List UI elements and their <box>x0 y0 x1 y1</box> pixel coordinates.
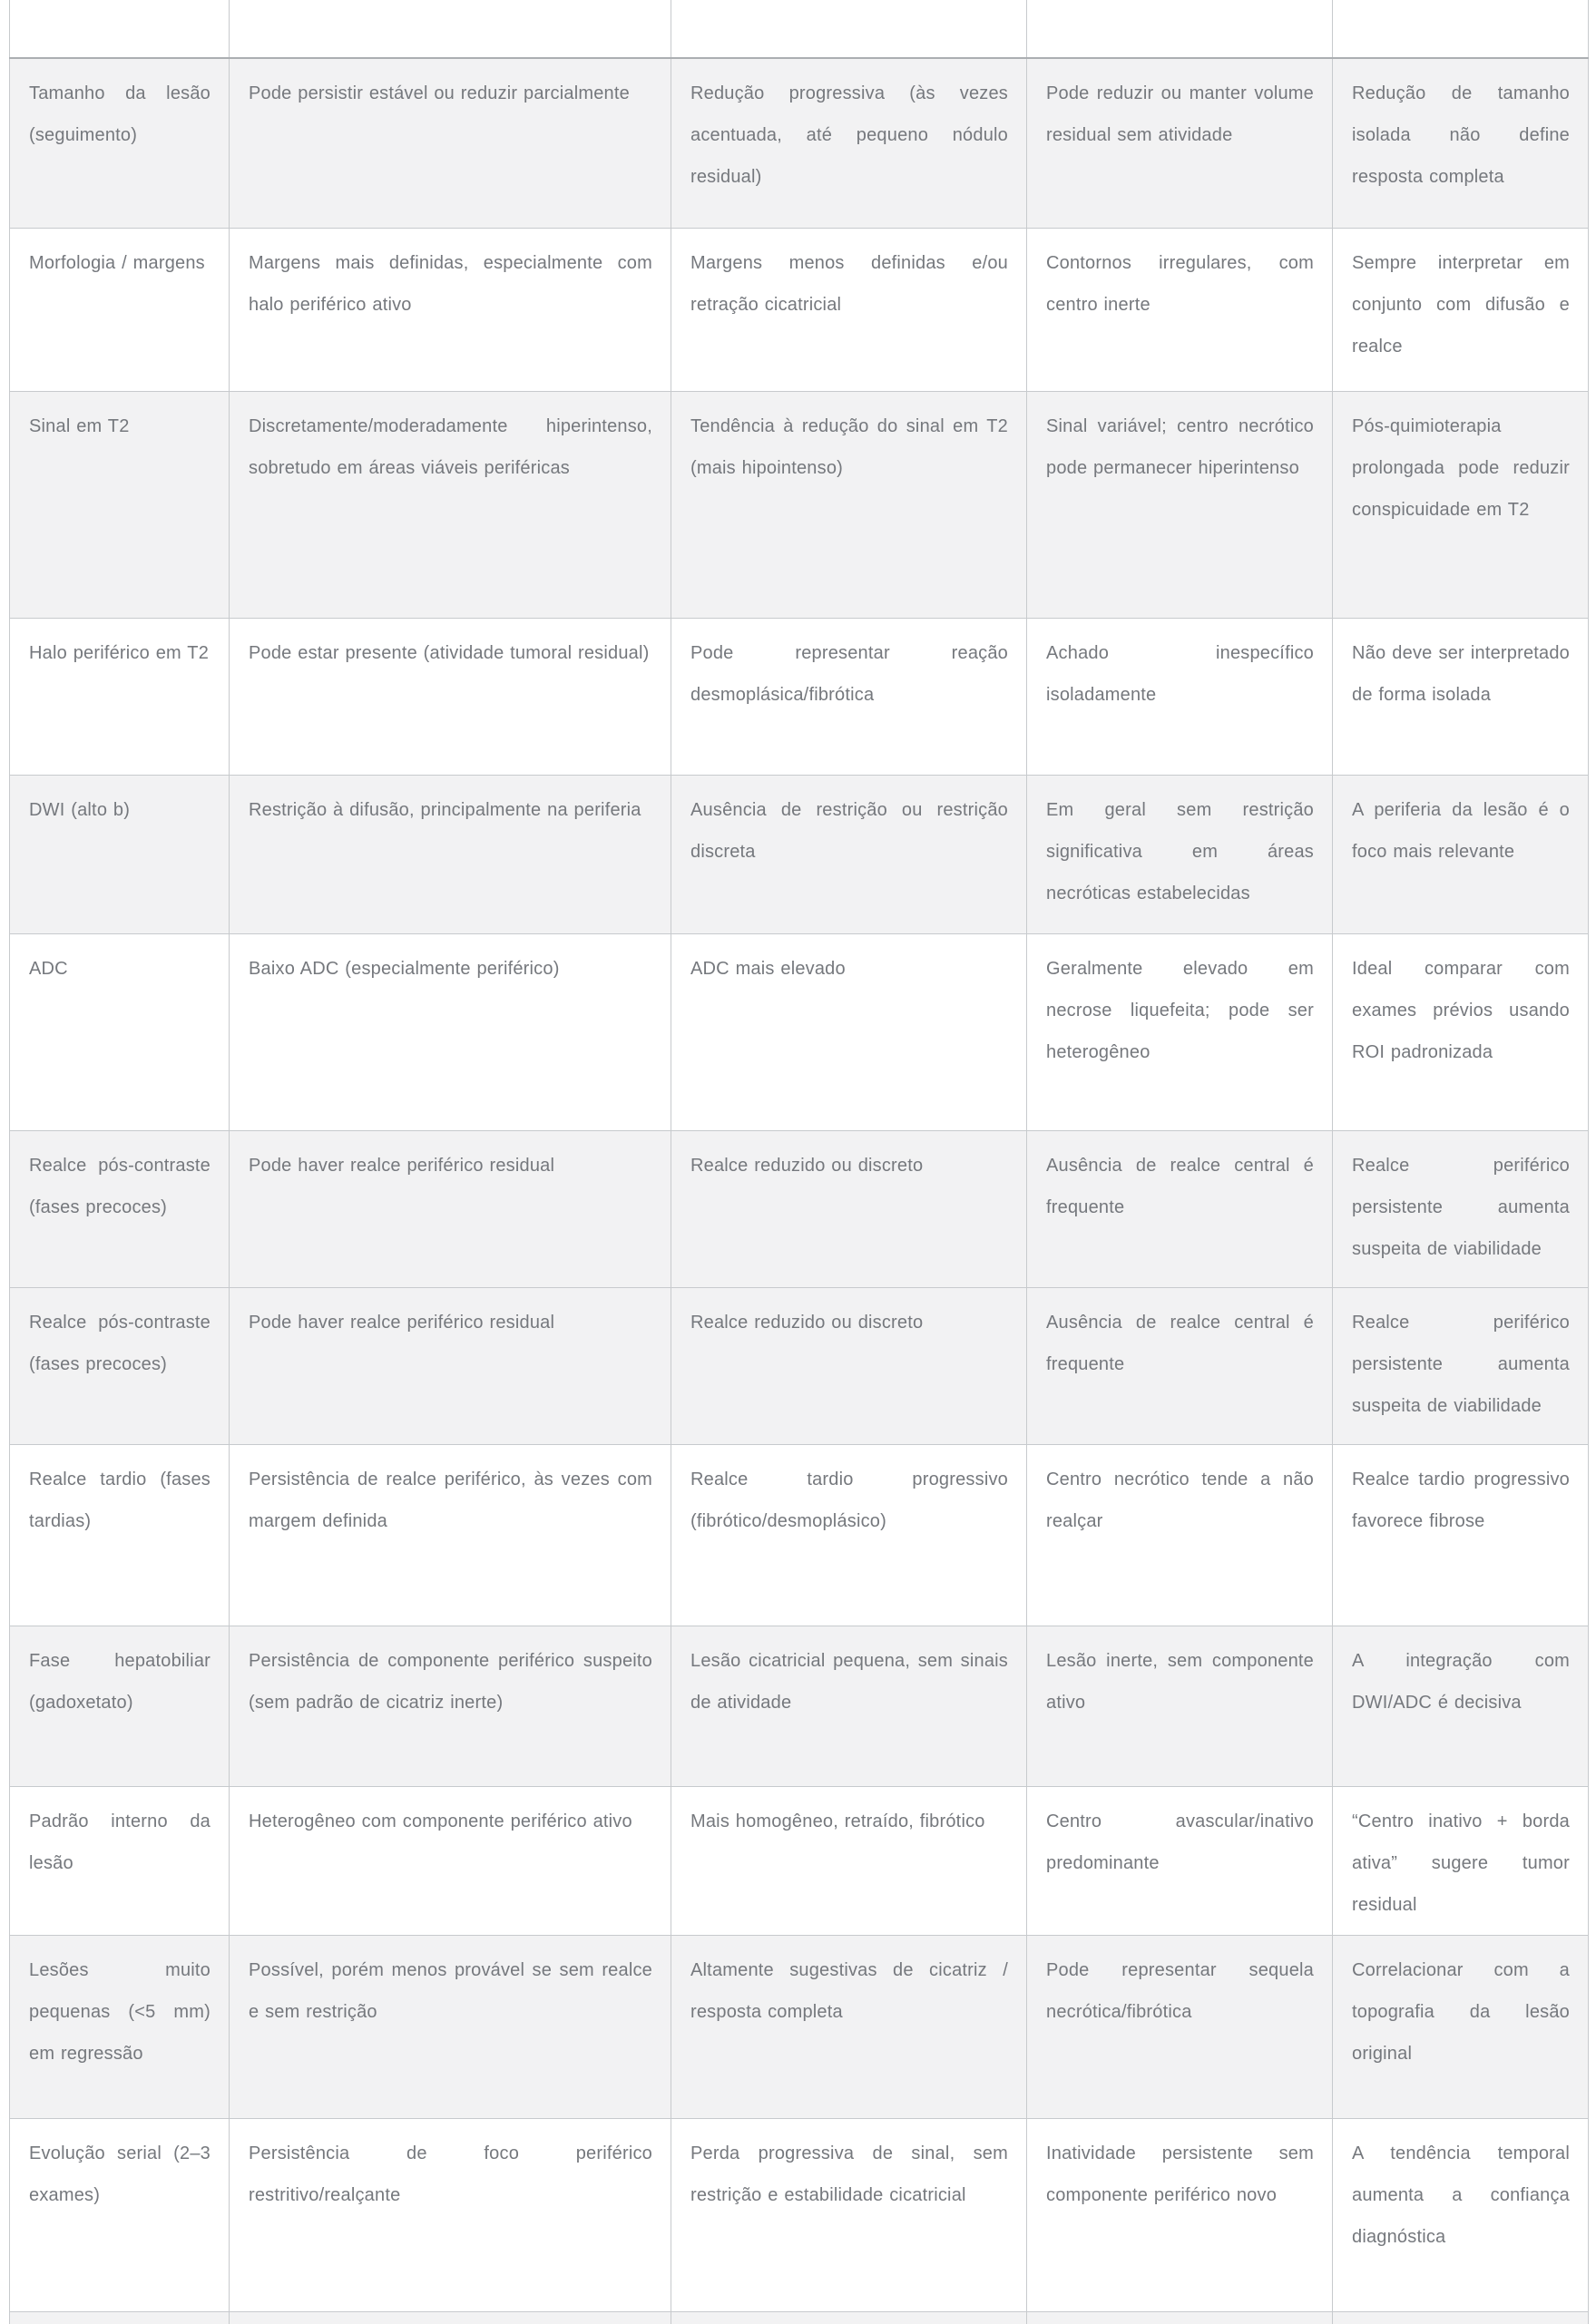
observations-cell: Ideal comparar com exames prévios usando ROI padronizada <box>1333 933 1589 1130</box>
observations-cell: Realce periférico persistente aumenta suspeita de viabilidade <box>1333 1130 1589 1287</box>
observations-cell: A tendência temporal aumenta a confiança diagnóstica <box>1333 2118 1589 2311</box>
table-row <box>10 1626 1589 1786</box>
observations-cell: Sempre interpretar em conjunto com difusão e realce <box>1333 228 1589 391</box>
viable-tumor-cell: Pode estar presente (atividade tumoral residual) <box>230 618 671 775</box>
viable-tumor-cell: Persistência de realce periférico, às vezes com margem definida <box>230 1444 671 1626</box>
necrosis-cell: Em geral sem restrição significativa em áreas necróticas estabelecidas <box>1027 775 1333 933</box>
necrosis-cell: Achado inespecífico isoladamente <box>1027 618 1333 775</box>
table-row <box>10 2118 1589 2311</box>
necrosis-cell: Contornos irregulares, com centro inerte <box>1027 228 1333 391</box>
necrosis-cell: Geralmente elevado em necrose liquefeita; pode ser heterogêneo <box>1027 933 1333 1130</box>
table-row <box>10 775 1589 933</box>
mri-lesion-response-table <box>9 0 1589 2324</box>
table-row <box>10 933 1589 1130</box>
row-header-cell: Realce pós-contraste (fases precoces) <box>10 1130 230 1287</box>
row-header-cell: Evolução serial (2–3 exames) <box>10 2118 230 2311</box>
empty-cell <box>1027 0 1333 58</box>
necrosis-cell: Sinal variável; centro necrótico pode permanecer hiperintenso <box>1027 391 1333 618</box>
table-row <box>10 58 1589 228</box>
treated-response-cell: Realce reduzido ou discreto <box>671 1287 1027 1444</box>
table-row <box>10 1287 1589 1444</box>
viable-tumor-cell: Heterogêneo com componente periférico ativo <box>230 1786 671 1935</box>
treated-response-cell: Pode representar reação desmoplásica/fibrótica <box>671 618 1027 775</box>
table-row <box>10 391 1589 618</box>
observations-cell: Não deve ser interpretado de forma isolada <box>1333 618 1589 775</box>
table-row <box>10 1130 1589 1287</box>
treated-response-cell: ADC mais elevado <box>671 933 1027 1130</box>
necrosis-cell: Centro necrótico tende a não realçar <box>1027 1444 1333 1626</box>
observations-cell: A periferia da lesão é o foco mais relevante <box>1333 775 1589 933</box>
row-header-cell: Realce tardio (fases tardias) <box>10 1444 230 1626</box>
table-row <box>10 618 1589 775</box>
treated-response-cell: Ausência de restrição ou restrição discreta <box>671 775 1027 933</box>
row-header-cell: Sinal em T2 <box>10 391 230 618</box>
row-header-cell: Lesões muito pequenas (<5 mm) em regressão <box>10 1935 230 2118</box>
treated-response-cell: Tendência à redução do sinal em T2 (mais hipointenso) <box>671 391 1027 618</box>
treated-response-cell: Realce reduzido ou discreto <box>671 1130 1027 1287</box>
observations-cell: Realce tardio progressivo favorece fibrose <box>1333 1444 1589 1626</box>
viable-tumor-cell: Pode haver realce periférico residual <box>230 1130 671 1287</box>
table-row <box>10 1444 1589 1626</box>
observations-cell: “Centro inativo + borda ativa” sugere tumor residual <box>1333 1786 1589 1935</box>
treated-response-cell: Altamente sugestivas de cicatriz / resposta completa <box>671 1935 1027 2118</box>
table-row <box>10 228 1589 391</box>
row-header-cell: Fase hepatobiliar (gadoxetato) <box>10 1626 230 1786</box>
cropped-row-top <box>10 0 1589 58</box>
necrosis-cell: Inatividade persistente sem componente periférico novo <box>1027 2118 1333 2311</box>
row-header-cell: Morfologia / margens <box>10 228 230 391</box>
necrosis-cell: Ausência de realce central é frequente <box>1027 1130 1333 1287</box>
necrosis-cell: Pode reduzir ou manter volume residual sem atividade <box>1027 58 1333 228</box>
viable-tumor-cell: Persistência de componente periférico suspeito (sem padrão de cicatriz inerte) <box>230 1626 671 1786</box>
observations-cell: Correlacionar com a topografia da lesão original <box>1333 1935 1589 2118</box>
empty-cell <box>1333 0 1589 58</box>
empty-cell <box>10 0 230 58</box>
viable-tumor-cell: Margens mais definidas, especialmente com halo periférico ativo <box>230 228 671 391</box>
necrosis-cell: Ausência de realce central é frequente <box>1027 1287 1333 1444</box>
empty-cell <box>671 0 1027 58</box>
treated-response-cell: Mais homogêneo, retraído, fibrótico <box>671 1786 1027 1935</box>
viable-tumor-cell: Persistência de foco periférico restritivo/realçante <box>230 2118 671 2311</box>
table-row <box>10 1935 1589 2118</box>
viable-tumor-cell: Pode haver realce periférico residual <box>230 1287 671 1444</box>
treated-response-cell: Margens menos definidas e/ou retração cicatricial <box>671 228 1027 391</box>
viable-tumor-cell: Baixo ADC (especialmente periférico) <box>230 933 671 1130</box>
row-header-cell: DWI (alto b) <box>10 775 230 933</box>
treated-response-cell: Perda progressiva de sinal, sem restrição e estabilidade cicatricial <box>671 2118 1027 2311</box>
row-header-cell: ADC <box>10 933 230 1130</box>
treated-response-cell: Realce tardio progressivo (fibrótico/desmoplásico) <box>671 1444 1027 1626</box>
necrosis-cell: Pode representar sequela necrótica/fibrótica <box>1027 1935 1333 2118</box>
viable-tumor-cell: Restrição à difusão, principalmente na periferia <box>230 775 671 933</box>
observations-cell: Redução de tamanho isolada não define resposta completa <box>1333 58 1589 228</box>
observations-cell: Pós-quimioterapia prolongada pode reduzir conspicuidade em T2 <box>1333 391 1589 618</box>
necrosis-cell: Centro avascular/inativo predominante <box>1027 1786 1333 1935</box>
observations-cell: Realce periférico persistente aumenta suspeita de viabilidade <box>1333 1287 1589 1444</box>
viable-tumor-cell: Possível, porém menos provável se sem realce e sem restrição <box>230 1935 671 2118</box>
observations-cell: A integração com DWI/ADC é decisiva <box>1333 1626 1589 1786</box>
necrosis-cell: Lesão inerte, sem componente ativo <box>1027 1626 1333 1786</box>
row-header-cell: Halo periférico em T2 <box>10 618 230 775</box>
viable-tumor-cell: Pode persistir estável ou reduzir parcialmente <box>230 58 671 228</box>
row-header-cell: Padrão interno da lesão <box>10 1786 230 1935</box>
viable-tumor-cell: Discretamente/moderadamente hiperintenso, sobretudo em áreas viáveis periféricas <box>230 391 671 618</box>
treated-response-cell: Lesão cicatricial pequena, sem sinais de atividade <box>671 1626 1027 1786</box>
treated-response-cell: Redução progressiva (às vezes acentuada, até pequeno nódulo residual) <box>671 58 1027 228</box>
empty-cell <box>230 0 671 58</box>
row-header-cell: Tamanho da lesão (seguimento) <box>10 58 230 228</box>
row-header-cell: Realce pós-contraste (fases precoces) <box>10 1287 230 1444</box>
table-row <box>10 1786 1589 1935</box>
table-body <box>10 0 1589 2324</box>
